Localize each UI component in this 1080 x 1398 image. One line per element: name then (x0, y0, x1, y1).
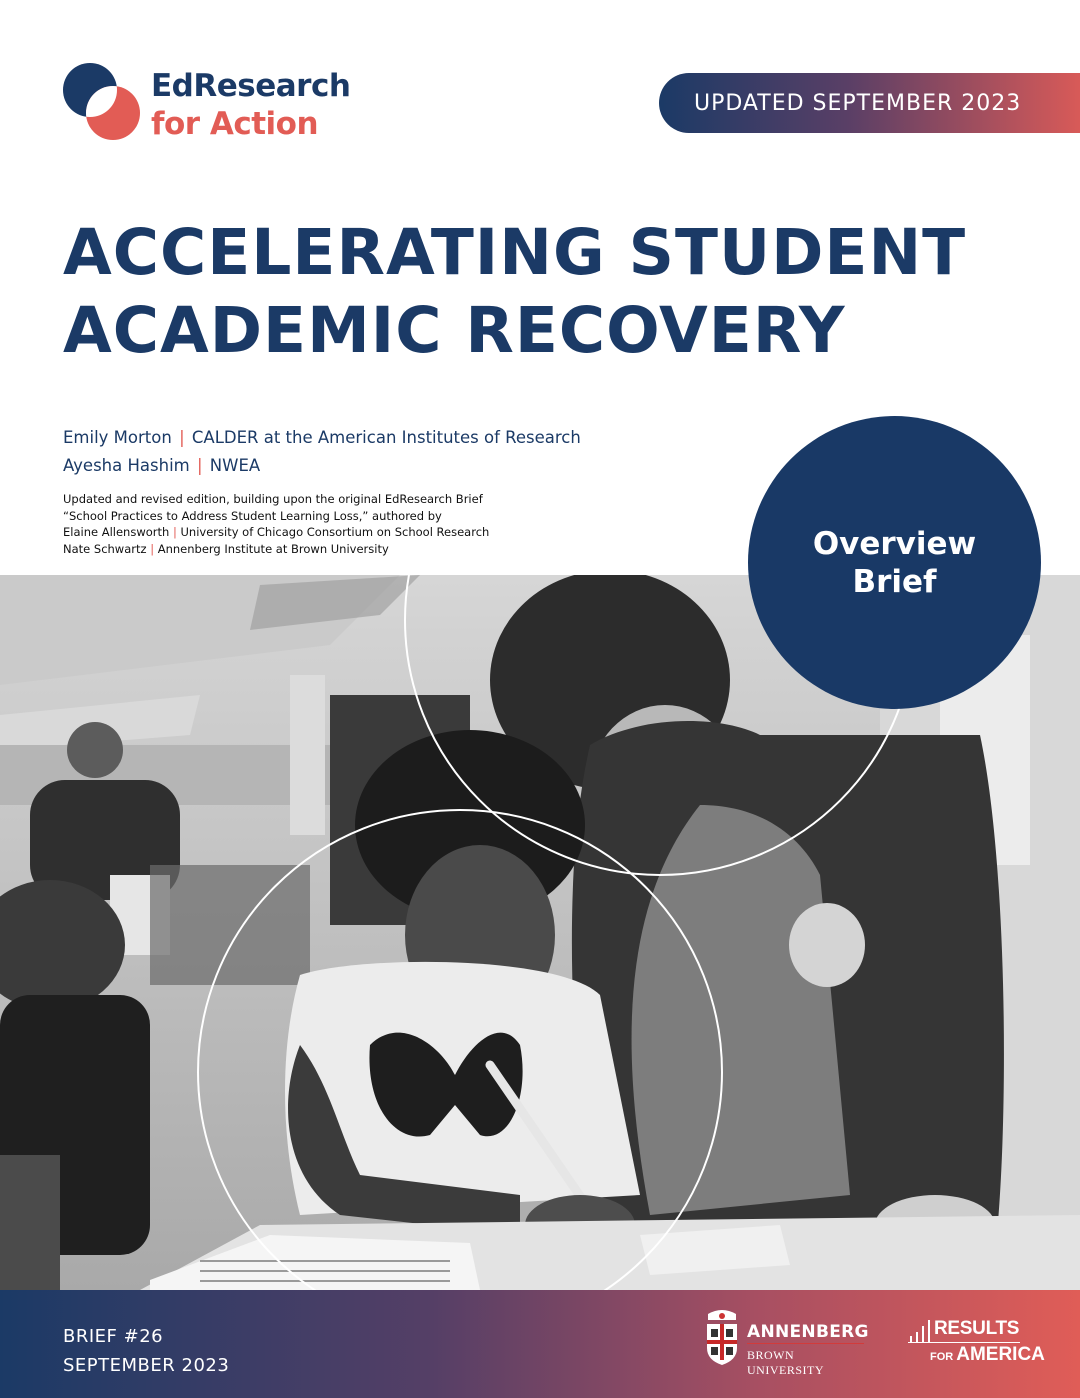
annenberg-divider (747, 1343, 864, 1344)
author-name: Ayesha Hashim (63, 456, 190, 475)
rfa-for: FOR (930, 1351, 954, 1363)
note-line-1: Updated and revised edition, building upon the original EdResearch Brief (63, 492, 483, 506)
note-line-2: “School Practices to Address Student Learning Loss,” authored by (63, 508, 442, 523)
separator: | (196, 456, 203, 475)
annenberg-logo (704, 1308, 874, 1377)
original-author-name: Elaine Allensworth (63, 525, 170, 539)
rfa-results: RESULTS (934, 1318, 1020, 1339)
updated-date-badge: UPDATED SEPTEMBER 2023 (659, 73, 1080, 133)
badge-line-1: Overview (812, 525, 977, 562)
author-affiliation: CALDER at the American Institutes of Research (191, 428, 581, 447)
brief-date: SEPTEMBER 2023 (63, 1355, 230, 1376)
annenberg-subtitle: BROWN UNIVERSITY (747, 1348, 824, 1377)
logo-wordmark (151, 67, 350, 143)
brief-info (63, 1322, 229, 1380)
author-row (63, 424, 581, 452)
title-line-1: ACCELERATING STUDENT (63, 216, 967, 289)
original-author-row (63, 541, 533, 558)
logo-line-2: for Action (151, 106, 319, 142)
brief-number: BRIEF #26 (63, 1326, 164, 1347)
author-affiliation: NWEA (209, 456, 261, 475)
original-author-name: Nate Schwartz (63, 541, 147, 556)
separator: | (172, 525, 177, 539)
badge-line-2: Brief (852, 563, 937, 600)
brown-university-shield-icon (704, 1308, 740, 1366)
edresearch-logo (63, 63, 363, 143)
authors-list (63, 424, 581, 480)
rfa-america: AMERICA (956, 1344, 1045, 1365)
logo-circles-icon (63, 63, 143, 143)
logo-line-1: EdResearch (151, 68, 351, 104)
author-name: Emily Morton (63, 428, 172, 447)
separator: | (150, 541, 155, 556)
annenberg-name: ANNENBERG (747, 1322, 869, 1342)
page-title (63, 214, 966, 370)
overview-brief-badge (748, 416, 1041, 709)
edition-note (63, 491, 533, 557)
rfa-divider (910, 1342, 1020, 1343)
results-for-america-logo (908, 1318, 1045, 1368)
title-line-2: ACADEMIC RECOVERY (63, 294, 846, 367)
rfa-bottom (930, 1344, 1045, 1366)
original-author-affiliation: University of Chicago Consortium on School Research (180, 525, 490, 539)
separator: | (179, 428, 185, 447)
original-author-row (63, 524, 533, 541)
author-row (63, 452, 581, 480)
results-bar-icon (908, 1320, 932, 1344)
original-author-affiliation: Annenberg Institute at Brown University (157, 541, 389, 556)
